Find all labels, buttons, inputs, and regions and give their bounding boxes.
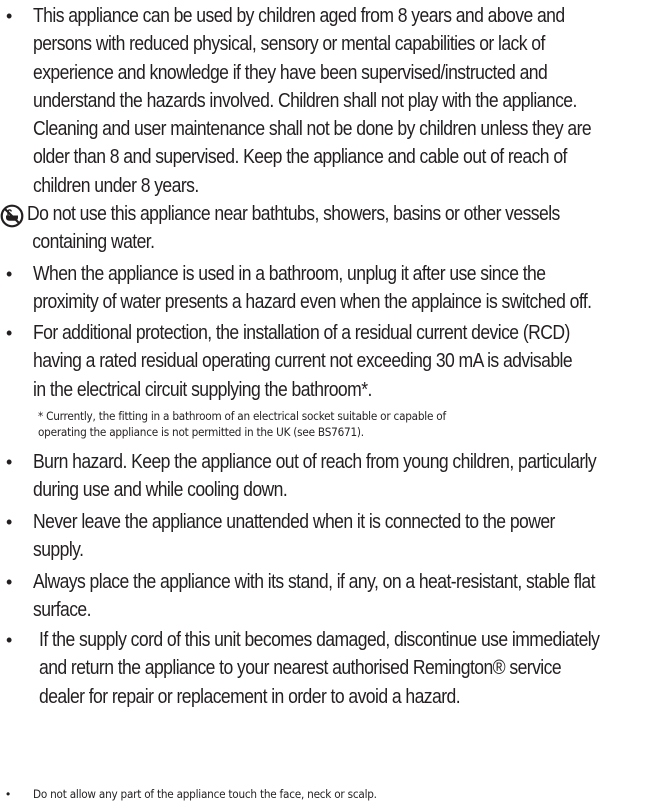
item-text: When the appliance is used in a bathroom, unplug it after use since the proximity of water presents a hazard even when the applaince is switched off.: [33, 263, 592, 314]
bullet: •: [6, 323, 13, 343]
item-text: This appliance can be used by children aged from 8 years and above and persons with reduced physical, sensory or mental capabilities or lack of experience and knowledge if they have been supervised/instructed and understand the hazards involved. Children shall not play with the appliance. Cleaning and user maintenance shall not be done by children unless they are older than 8 and supervised. Keep the appliance and cable out of reach of children under 8 years.: [33, 5, 592, 197]
no-bath-icon: [0, 204, 24, 228]
item-text: For additional protection, the installation of a residual current device (RCD) having a rated residual operating current not exceeding 30 mA is advisable in the electrical circuit supplying the bathroom*.: [33, 322, 573, 401]
item-text: If the supply cord of this unit becomes damaged, discontinue use immediately and return the appliance to your nearest authorised Remington® service dealer for repair or replacement in order to avoid a hazard.: [39, 629, 600, 708]
footnote: * Currently, the fitting in a bathroom of an electrical socket suitable or capable of operating the appliance is not permitted in the UK (see BS7671).: [38, 409, 446, 439]
item-text: Do not allow any part of the appliance touch the face, neck or scalp.: [33, 787, 377, 801]
item-text: Never leave the appliance unattended when it is connected to the power supply.: [33, 511, 555, 562]
item-text: Do not use this appliance near bathtubs, showers, basins or other vessels containing water.: [27, 203, 560, 254]
bullet: •: [6, 264, 13, 284]
item-text: Always place the appliance with its stand, if any, on a heat-resistant, stable flat surface.: [33, 571, 595, 622]
item-text: Burn hazard. Keep the appliance out of reach from young children, particularly during use and while cooling down.: [33, 451, 597, 502]
bullet: •: [6, 512, 13, 532]
bullet: •: [6, 452, 13, 472]
bullet: •: [6, 572, 13, 592]
bullet: •: [6, 787, 11, 801]
bullet: •: [6, 630, 13, 650]
bullet: •: [6, 6, 13, 26]
